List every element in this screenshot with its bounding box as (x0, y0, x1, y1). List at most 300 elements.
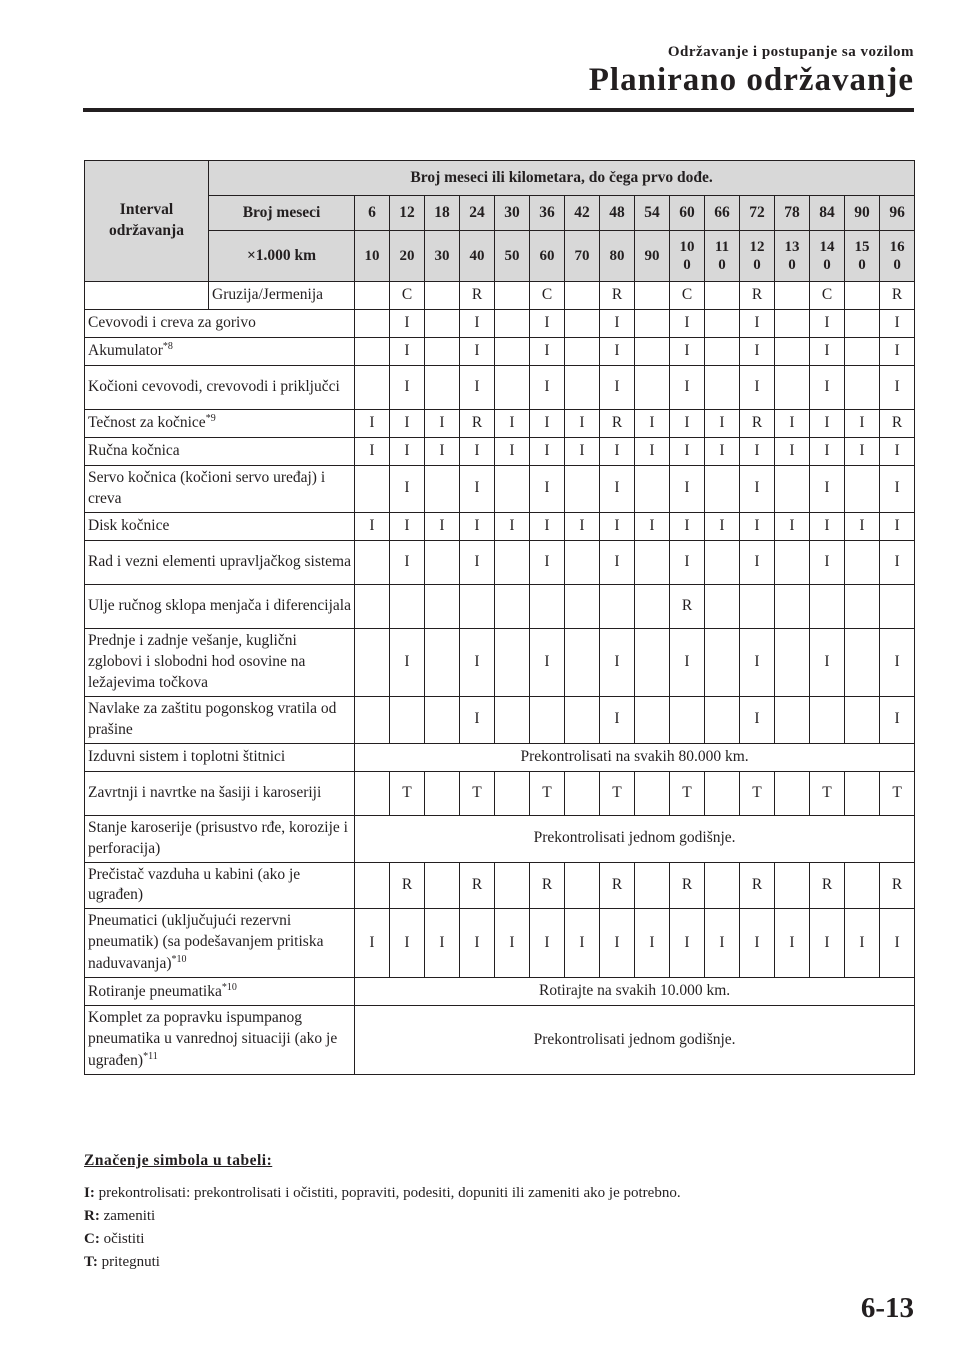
page-number: 6-13 (860, 1292, 914, 1324)
schedule-cell: I (880, 366, 915, 410)
schedule-cell (635, 628, 670, 696)
maintenance-table (84, 160, 915, 1075)
row-label-text: Prečistač vazduha u kabini (ako je ugrađen) (88, 865, 301, 904)
schedule-cell: C (390, 282, 425, 310)
schedule-cell (460, 584, 495, 628)
table-row (85, 909, 915, 978)
schedule-cell: I (670, 540, 705, 584)
row-label (85, 771, 355, 815)
schedule-cell: I (880, 628, 915, 696)
schedule-cell: I (600, 438, 635, 466)
row-label (85, 338, 355, 366)
schedule-cell (355, 366, 390, 410)
km-cell: 40 (460, 231, 495, 282)
schedule-cell: I (635, 410, 670, 438)
schedule-cell (565, 366, 600, 410)
schedule-cell: I (740, 696, 775, 743)
schedule-cell: I (670, 310, 705, 338)
schedule-cell: C (810, 282, 845, 310)
schedule-cell (845, 338, 880, 366)
table-row (85, 1006, 915, 1075)
schedule-cell: I (460, 438, 495, 466)
row-label (85, 815, 355, 862)
schedule-cell: I (670, 338, 705, 366)
schedule-cell (565, 696, 600, 743)
legend-item (84, 1208, 155, 1225)
schedule-cell: C (530, 282, 565, 310)
schedule-cell: R (670, 862, 705, 909)
months-cell: 30 (495, 196, 530, 231)
table-row (85, 540, 915, 584)
schedule-cell: I (635, 438, 670, 466)
schedule-cell (635, 338, 670, 366)
km-cell: 16 0 (880, 231, 915, 282)
schedule-cell: I (390, 410, 425, 438)
schedule-cell (425, 338, 460, 366)
schedule-cell: I (390, 366, 425, 410)
schedule-cell: R (390, 862, 425, 909)
schedule-cell: I (600, 696, 635, 743)
schedule-cell (635, 584, 670, 628)
schedule-cell (425, 282, 460, 310)
months-cell: 96 (880, 196, 915, 231)
row-label (85, 540, 355, 584)
schedule-cell (705, 282, 740, 310)
schedule-cell: I (425, 909, 460, 978)
months-cell: 90 (845, 196, 880, 231)
schedule-cell: R (530, 862, 565, 909)
schedule-cell (845, 696, 880, 743)
schedule-cell: T (530, 771, 565, 815)
row-label (85, 366, 355, 410)
schedule-cell: I (390, 628, 425, 696)
footnote-ref: *9 (205, 413, 216, 425)
schedule-cell: I (600, 909, 635, 978)
table-row (85, 310, 915, 338)
schedule-cell (355, 628, 390, 696)
schedule-cell: I (740, 628, 775, 696)
schedule-cell: R (740, 862, 775, 909)
schedule-cell: I (530, 310, 565, 338)
km-cell: 10 0 (670, 231, 705, 282)
schedule-cell (495, 310, 530, 338)
schedule-cell (775, 696, 810, 743)
legend-text: zameniti (103, 1208, 156, 1224)
schedule-cell (635, 282, 670, 310)
schedule-cell: I (460, 338, 495, 366)
schedule-cell (495, 628, 530, 696)
schedule-cell: I (355, 438, 390, 466)
schedule-cell: I (530, 628, 565, 696)
schedule-cell: I (495, 410, 530, 438)
schedule-cell (495, 338, 530, 366)
schedule-cell (705, 628, 740, 696)
schedule-cell: I (600, 628, 635, 696)
header-row-group (85, 161, 915, 196)
schedule-cell (530, 584, 565, 628)
schedule-cell: I (740, 366, 775, 410)
row-sublabel: Gruzija/Jermenija (209, 282, 355, 310)
schedule-cell: I (845, 909, 880, 978)
row-label-text: Cevovodi i creva za gorivo (88, 314, 256, 332)
schedule-cell: I (635, 909, 670, 978)
schedule-cell: I (530, 366, 565, 410)
schedule-cell: T (600, 771, 635, 815)
table-row (85, 438, 915, 466)
schedule-cell: I (775, 909, 810, 978)
months-cell: 48 (600, 196, 635, 231)
schedule-cell: I (635, 512, 670, 540)
schedule-cell (565, 862, 600, 909)
schedule-cell (845, 584, 880, 628)
legend-item (84, 1254, 160, 1271)
schedule-cell: I (600, 512, 635, 540)
schedule-cell: I (740, 512, 775, 540)
schedule-cell: I (355, 512, 390, 540)
schedule-cell (565, 584, 600, 628)
schedule-cell: I (600, 338, 635, 366)
schedule-cell (775, 628, 810, 696)
footnote-ref: *10 (171, 954, 187, 966)
table-row (85, 696, 915, 743)
schedule-cell (565, 628, 600, 696)
schedule-cell: I (530, 512, 565, 540)
schedule-cell: I (390, 466, 425, 513)
legend-title: Značenje simbola u tabeli: (84, 1152, 273, 1169)
schedule-cell: C (670, 282, 705, 310)
schedule-cell (845, 771, 880, 815)
row-label-text: Stanje karoserije (prisustvo rđe, korozije i perforacija) (88, 818, 348, 857)
schedule-cell (635, 696, 670, 743)
schedule-cell: I (530, 540, 565, 584)
schedule-cell: R (740, 410, 775, 438)
schedule-cell: I (810, 310, 845, 338)
months-cell: 84 (810, 196, 845, 231)
schedule-cell: R (740, 282, 775, 310)
months-cell: 72 (740, 196, 775, 231)
schedule-cell (495, 696, 530, 743)
table-row (85, 584, 915, 628)
schedule-cell (845, 628, 880, 696)
km-cell: 20 (390, 231, 425, 282)
row-label (85, 310, 355, 338)
schedule-cell (775, 540, 810, 584)
schedule-cell (390, 696, 425, 743)
schedule-cell (845, 282, 880, 310)
row-label (85, 410, 355, 438)
schedule-cell: I (390, 338, 425, 366)
row-label (85, 466, 355, 513)
schedule-cell: T (460, 771, 495, 815)
months-cell: 24 (460, 196, 495, 231)
schedule-cell (355, 696, 390, 743)
schedule-cell (845, 862, 880, 909)
group-header: Broj meseci ili kilometara, do čega prvo dođe. (209, 161, 915, 196)
km-cell: 11 0 (705, 231, 740, 282)
row-label (85, 743, 355, 771)
schedule-cell: I (845, 438, 880, 466)
schedule-cell: I (355, 909, 390, 978)
km-cell: 30 (425, 231, 460, 282)
header-row-km (85, 231, 915, 282)
schedule-cell (425, 540, 460, 584)
table-row (85, 338, 915, 366)
schedule-cell (775, 338, 810, 366)
schedule-cell (775, 584, 810, 628)
schedule-cell (565, 771, 600, 815)
schedule-cell: R (460, 282, 495, 310)
schedule-cell: I (460, 540, 495, 584)
schedule-cell (705, 366, 740, 410)
legend-text: prekontrolisati: prekontrolisati i očistiti, popraviti, podesiti, dopuniti ili zameniti ako je potrebno. (98, 1185, 681, 1201)
table-row (85, 862, 915, 909)
schedule-cell (355, 310, 390, 338)
schedule-cell: I (740, 338, 775, 366)
row-label (85, 696, 355, 743)
schedule-cell (705, 310, 740, 338)
row-span-text: Prekontrolisati jednom godišnje. (355, 1006, 915, 1075)
months-cell: 36 (530, 196, 565, 231)
legend-key: C: (84, 1231, 100, 1247)
schedule-cell (775, 862, 810, 909)
schedule-cell: I (670, 628, 705, 696)
row-label (85, 1006, 355, 1075)
schedule-cell (565, 338, 600, 366)
schedule-cell: I (775, 438, 810, 466)
legend-key: R: (84, 1208, 100, 1224)
schedule-cell: I (390, 909, 425, 978)
schedule-cell: I (705, 512, 740, 540)
schedule-cell: I (565, 438, 600, 466)
footnote-ref: *8 (162, 341, 173, 353)
schedule-cell: I (390, 310, 425, 338)
schedule-cell (635, 771, 670, 815)
schedule-cell: I (390, 512, 425, 540)
legend-text: očistiti (103, 1231, 145, 1247)
legend-key: I: (84, 1185, 95, 1201)
schedule-cell (495, 540, 530, 584)
schedule-cell (775, 771, 810, 815)
schedule-cell: I (460, 909, 495, 978)
km-cell: 10 (355, 231, 390, 282)
schedule-cell: T (390, 771, 425, 815)
row-label-text: Izduvni sistem i toplotni štitnici (88, 747, 286, 765)
schedule-cell (495, 366, 530, 410)
schedule-cell (355, 584, 390, 628)
schedule-cell: I (670, 909, 705, 978)
schedule-cell: I (530, 466, 565, 513)
table-row (85, 743, 915, 771)
legend-item (84, 1185, 681, 1202)
schedule-cell: I (530, 438, 565, 466)
row-label-text: Servo kočnica (kočioni servo uređaj) i creva (88, 469, 326, 507)
schedule-cell: I (705, 410, 740, 438)
schedule-cell (845, 466, 880, 513)
schedule-cell: I (495, 909, 530, 978)
row-label-text: Ručna kočnica (88, 442, 180, 460)
schedule-cell (705, 862, 740, 909)
schedule-cell: I (600, 466, 635, 513)
schedule-cell (775, 366, 810, 410)
row-span-text: Prekontrolisati na svakih 80.000 km. (355, 743, 915, 771)
schedule-cell: I (600, 540, 635, 584)
row-label (85, 512, 355, 540)
schedule-cell: R (880, 410, 915, 438)
schedule-cell: I (810, 338, 845, 366)
row-label (85, 862, 355, 909)
schedule-cell: R (600, 410, 635, 438)
schedule-cell (670, 696, 705, 743)
schedule-cell: I (740, 466, 775, 513)
table-row (85, 512, 915, 540)
schedule-cell: R (670, 584, 705, 628)
schedule-cell: I (810, 512, 845, 540)
schedule-cell (425, 584, 460, 628)
months-cell: 6 (355, 196, 390, 231)
schedule-cell (740, 584, 775, 628)
km-cell: 50 (495, 231, 530, 282)
months-cell: 54 (635, 196, 670, 231)
row-label (85, 438, 355, 466)
schedule-cell: I (705, 438, 740, 466)
schedule-cell (775, 310, 810, 338)
header-divider (83, 108, 914, 112)
schedule-cell: I (880, 540, 915, 584)
row-label-text: Rotiranje pneumatika (88, 982, 222, 1000)
schedule-cell (355, 862, 390, 909)
schedule-cell (495, 282, 530, 310)
schedule-cell: T (670, 771, 705, 815)
schedule-cell (600, 584, 635, 628)
km-cell: 60 (530, 231, 565, 282)
schedule-cell: I (460, 310, 495, 338)
row-label-text: Navlake za zaštitu pogonskog vratila od prašine (88, 699, 337, 738)
table-row (85, 282, 915, 310)
schedule-cell: I (425, 512, 460, 540)
footnote-ref: *10 (221, 981, 237, 993)
table-row (85, 771, 915, 815)
schedule-cell: I (495, 512, 530, 540)
schedule-cell (355, 540, 390, 584)
schedule-cell (425, 862, 460, 909)
schedule-cell: R (460, 410, 495, 438)
schedule-cell (355, 282, 390, 310)
schedule-cell (845, 310, 880, 338)
schedule-cell: I (460, 512, 495, 540)
schedule-cell (635, 466, 670, 513)
legend-item (84, 1231, 144, 1248)
schedule-cell (705, 466, 740, 513)
table-row (85, 628, 915, 696)
row-label-text: Akumulator (88, 342, 163, 360)
row-label-text: Prednje i zadnje vešanje, kuglični zglobovi i slobodni hod osovine na ležajevima točkova (88, 631, 306, 691)
row-label (85, 978, 355, 1006)
schedule-cell: T (810, 771, 845, 815)
schedule-cell: I (390, 438, 425, 466)
row-label-text: Komplet za popravku ispumpanog pneumatika u vanrednoj situaciji (ako je ugrađen) (88, 1009, 338, 1070)
table-row (85, 366, 915, 410)
schedule-cell: I (810, 628, 845, 696)
schedule-cell: I (600, 366, 635, 410)
schedule-cell: I (880, 512, 915, 540)
section-subtitle: Održavanje i postupanje sa vozilom (667, 44, 914, 60)
schedule-cell (880, 584, 915, 628)
legend-text: pritegnuti (101, 1254, 160, 1270)
schedule-cell: I (460, 466, 495, 513)
schedule-cell (495, 466, 530, 513)
km-cell: 15 0 (845, 231, 880, 282)
schedule-cell: I (880, 310, 915, 338)
row-label-text: Ulje ručnog sklopa menjača i diferencijala (88, 596, 351, 614)
schedule-cell: I (845, 410, 880, 438)
months-cell: 18 (425, 196, 460, 231)
row-label-text: Rad i vezni elementi upravljačkog sistema (88, 552, 351, 570)
schedule-cell: I (740, 909, 775, 978)
table-row (85, 466, 915, 513)
schedule-cell: I (810, 909, 845, 978)
row-label-text: Kočioni cevovodi, crevovodi i priključci (88, 378, 340, 396)
schedule-cell: I (670, 366, 705, 410)
row-span-text: Rotirajte na svakih 10.000 km. (355, 978, 915, 1006)
schedule-cell: I (740, 540, 775, 584)
schedule-cell (565, 540, 600, 584)
schedule-cell: I (460, 628, 495, 696)
schedule-cell: I (565, 909, 600, 978)
schedule-cell (355, 771, 390, 815)
schedule-cell: R (600, 862, 635, 909)
months-cell: 42 (565, 196, 600, 231)
schedule-cell: R (880, 282, 915, 310)
schedule-cell (565, 310, 600, 338)
km-cell: 13 0 (775, 231, 810, 282)
schedule-cell: R (810, 862, 845, 909)
schedule-cell: I (880, 438, 915, 466)
schedule-cell: I (495, 438, 530, 466)
schedule-cell: I (845, 512, 880, 540)
row-label-text: Pneumatici (uključujući rezervni pneumatik) (sa podešavanjem pritiska naduvavanja) (88, 912, 324, 973)
schedule-cell (705, 540, 740, 584)
schedule-cell (355, 466, 390, 513)
km-cell: 70 (565, 231, 600, 282)
schedule-cell (635, 540, 670, 584)
schedule-cell: R (460, 862, 495, 909)
row-span-text: Prekontrolisati jednom godišnje. (355, 815, 915, 862)
schedule-cell: I (740, 310, 775, 338)
row-label (85, 584, 355, 628)
schedule-cell (635, 366, 670, 410)
table-row (85, 815, 915, 862)
schedule-cell (565, 282, 600, 310)
schedule-cell (425, 310, 460, 338)
months-cell: 60 (670, 196, 705, 231)
page-title: Planirano održavanje (588, 62, 914, 98)
schedule-cell: I (775, 410, 810, 438)
schedule-cell: I (880, 696, 915, 743)
schedule-cell: I (530, 909, 565, 978)
schedule-cell: R (880, 862, 915, 909)
schedule-cell: I (460, 696, 495, 743)
schedule-cell (425, 696, 460, 743)
schedule-cell: I (460, 366, 495, 410)
footnote-ref: *11 (143, 1051, 158, 1063)
row-label (85, 282, 209, 310)
schedule-cell: I (775, 512, 810, 540)
row-label (85, 909, 355, 978)
schedule-cell: I (810, 438, 845, 466)
schedule-cell: I (740, 438, 775, 466)
km-header: ×1.000 km (209, 231, 355, 282)
schedule-cell: I (880, 466, 915, 513)
